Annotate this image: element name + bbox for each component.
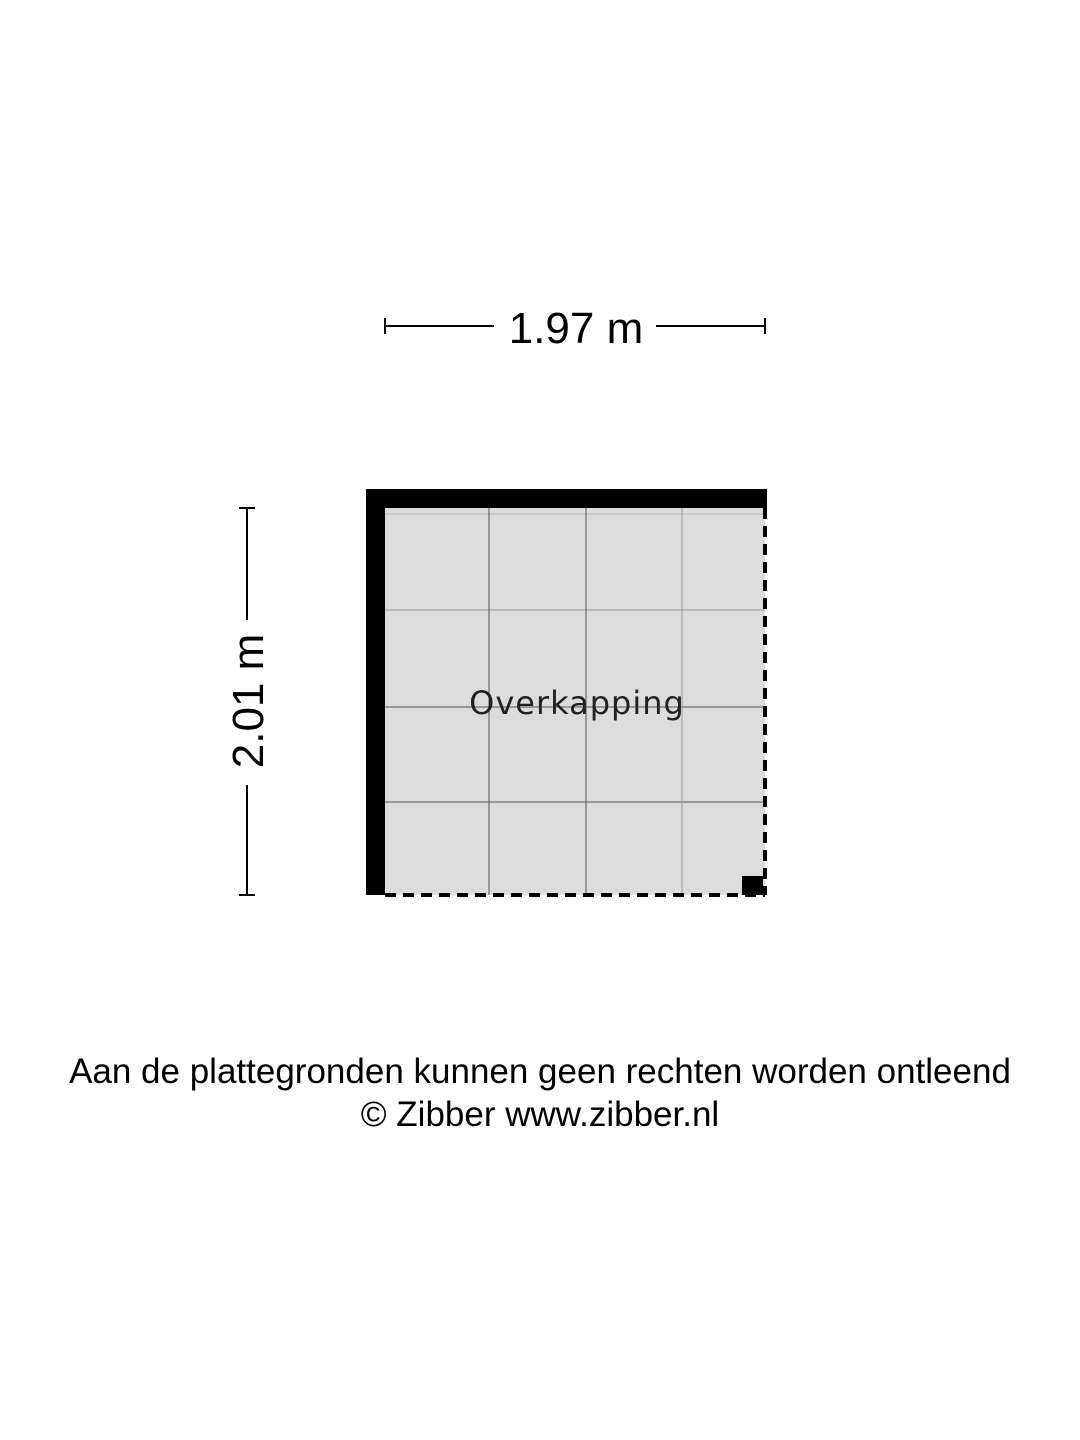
wall-left	[366, 489, 385, 895]
width-dimension	[385, 304, 765, 353]
disclaimer-text: Aan de plattegronden kunnen geen rechten worden ontleend	[69, 1052, 1011, 1091]
copyright-text: © Zibber www.zibber.nl	[360, 1095, 720, 1134]
room-overkapping	[366, 489, 767, 895]
room-label: Overkapping	[469, 684, 685, 722]
width-dimension-label: 1.97 m	[508, 304, 644, 353]
corner-post	[742, 876, 763, 895]
wall-top	[366, 489, 767, 508]
height-dimension-label: 2.01 m	[224, 633, 273, 769]
height-dimension	[224, 508, 273, 895]
